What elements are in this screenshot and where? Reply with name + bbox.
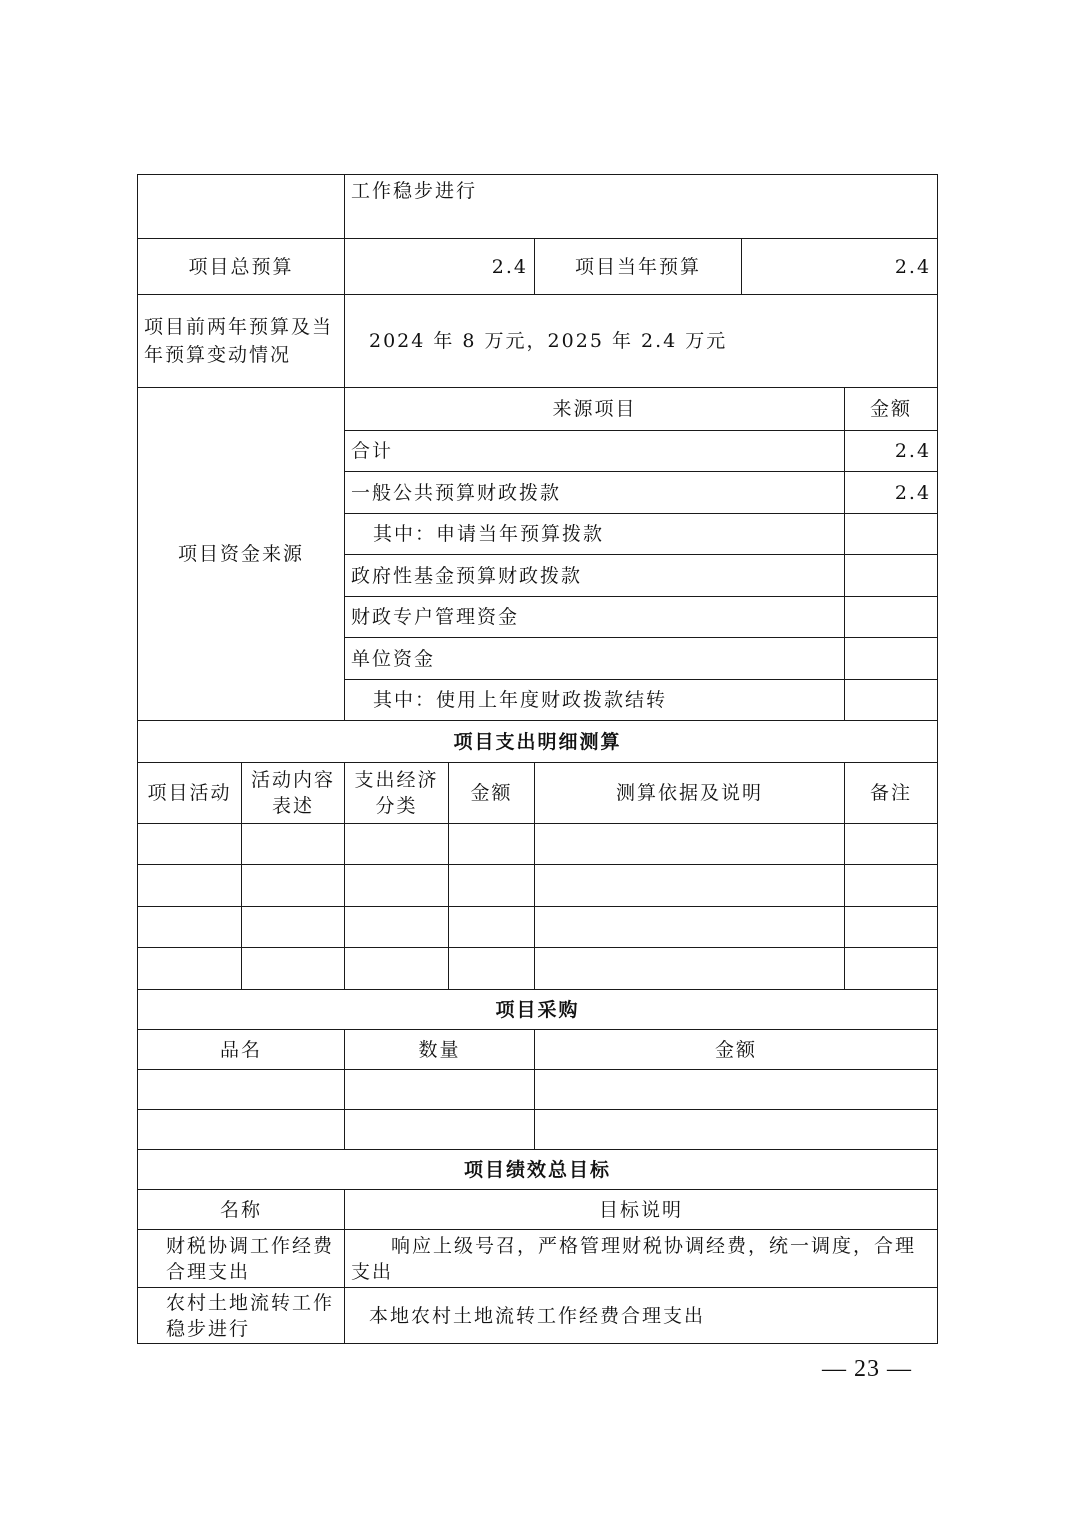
performance-goal-desc: 本地农村土地流转工作经费合理支出 (345, 1288, 938, 1344)
expense-header: 测算依据及说明 (535, 763, 845, 824)
funding-row-name: 单位资金 (345, 638, 845, 680)
expense-empty-row (138, 824, 938, 865)
empty-cell (345, 865, 449, 907)
funding-header-source: 来源项目 (345, 388, 845, 431)
funding-row-amount (845, 680, 938, 721)
top-left-empty-cell (138, 175, 345, 239)
empty-cell (242, 907, 345, 948)
expense-header: 活动内容表述 (242, 763, 345, 824)
empty-cell (242, 824, 345, 865)
empty-cell (535, 865, 845, 907)
expense-empty-row (138, 948, 938, 990)
empty-cell (535, 824, 845, 865)
empty-cell (345, 948, 449, 990)
empty-cell (138, 1110, 345, 1150)
funding-row-amount (845, 555, 938, 597)
empty-cell (138, 824, 242, 865)
funding-row-amount (845, 638, 938, 680)
performance-header-desc: 目标说明 (345, 1190, 938, 1230)
empty-cell (845, 865, 938, 907)
procurement-header: 数量 (345, 1030, 535, 1070)
budget-history-text: 2024 年 8 万元，2025 年 2.4 万元 (345, 295, 938, 388)
procurement-header: 品名 (138, 1030, 345, 1070)
empty-cell (242, 948, 345, 990)
empty-cell (242, 865, 345, 907)
expense-header: 备注 (845, 763, 938, 824)
funding-row-amount: 2.4 (845, 472, 938, 514)
funding-row-amount (845, 597, 938, 638)
empty-cell (449, 907, 535, 948)
project-budget-table (137, 174, 938, 1344)
empty-cell (845, 948, 938, 990)
funding-row-amount (845, 514, 938, 555)
empty-cell (345, 1110, 535, 1150)
performance-goal-desc: 响应上级号召，严格管理财税协调经费，统一调度，合理支出 (345, 1230, 938, 1288)
total-budget-label: 项目总预算 (138, 239, 345, 295)
empty-cell (535, 1070, 938, 1110)
empty-cell (345, 824, 449, 865)
empty-cell (345, 1070, 535, 1110)
expense-empty-row (138, 865, 938, 907)
performance-goal-name: 财税协调工作经费合理支出 (138, 1230, 345, 1288)
empty-cell (138, 1070, 345, 1110)
funding-row-name: 其中：申请当年预算拨款 (345, 514, 845, 555)
performance-section-title: 项目绩效总目标 (138, 1150, 938, 1190)
page-number: — 23 — (822, 1356, 912, 1382)
performance-goal-name: 农村土地流转工作稳步进行 (138, 1288, 345, 1344)
funding-row-name: 财政专户管理资金 (345, 597, 845, 638)
empty-cell (535, 907, 845, 948)
expense-section-title: 项目支出明细测算 (138, 721, 938, 763)
procurement-section-title: 项目采购 (138, 990, 938, 1030)
total-budget-value: 2.4 (345, 239, 535, 295)
funding-row-name: 政府性基金预算财政拨款 (345, 555, 845, 597)
empty-cell (449, 824, 535, 865)
procurement-empty-row (138, 1070, 938, 1110)
empty-cell (138, 948, 242, 990)
empty-cell (845, 907, 938, 948)
empty-cell (138, 865, 242, 907)
empty-cell (138, 907, 242, 948)
current-budget-label: 项目当年预算 (535, 239, 742, 295)
funding-row-name: 合计 (345, 431, 845, 472)
performance-header-name: 名称 (138, 1190, 345, 1230)
budget-history-label: 项目前两年预算及当年预算变动情况 (138, 295, 345, 388)
top-row-text: 工作稳步进行 (345, 175, 938, 239)
expense-header: 支出经济分类 (345, 763, 449, 824)
empty-cell (449, 948, 535, 990)
procurement-header: 金额 (535, 1030, 938, 1070)
expense-header: 项目活动 (138, 763, 242, 824)
expense-header: 金额 (449, 763, 535, 824)
empty-cell (449, 865, 535, 907)
funding-row-amount: 2.4 (845, 431, 938, 472)
expense-empty-row (138, 907, 938, 948)
funding-header-amount: 金额 (845, 388, 938, 431)
empty-cell (535, 948, 845, 990)
funding-row-name: 其中：使用上年度财政拨款结转 (345, 680, 845, 721)
empty-cell (345, 907, 449, 948)
funding-source-label: 项目资金来源 (138, 388, 345, 721)
empty-cell (535, 1110, 938, 1150)
empty-cell (845, 824, 938, 865)
funding-row-name: 一般公共预算财政拨款 (345, 472, 845, 514)
procurement-empty-row (138, 1110, 938, 1150)
current-budget-value: 2.4 (742, 239, 938, 295)
